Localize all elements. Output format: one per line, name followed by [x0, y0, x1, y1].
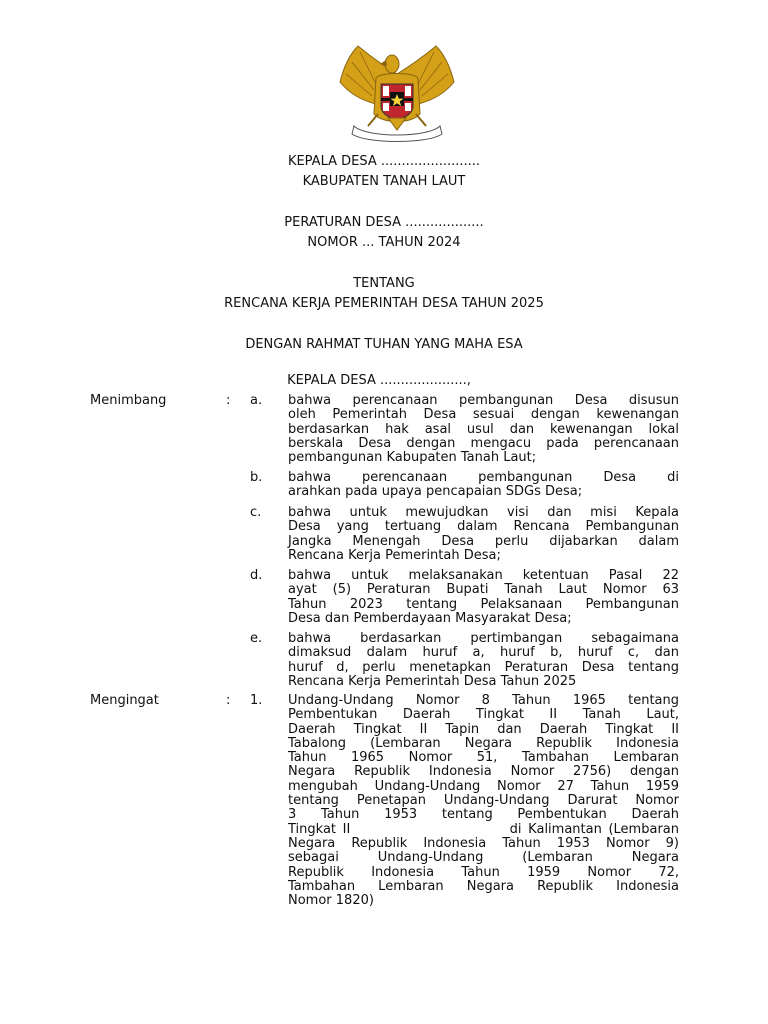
menimbang-label: Menimbang [90, 393, 167, 408]
kepala-desa-declaration: KEPALA DESA ....................., [287, 373, 471, 388]
item-marker: d. [250, 568, 263, 583]
text-line: bahwa berdasarkan pertimbangan sebagaimana [288, 631, 679, 646]
peraturan-desa-heading: PERATURAN DESA ................... [284, 215, 484, 230]
item-text [288, 394, 679, 465]
text-line: Daerah Tingkat II Tapin dan Daerah Tingkat II [288, 721, 679, 737]
text-line: Nomor 1820) [288, 893, 374, 909]
text-line: Undang-Undang Nomor 8 Tahun 1965 tentang [288, 693, 679, 708]
text-line: bahwa perencanaan pembangunan Desa di [288, 470, 679, 485]
item-marker: b. [250, 470, 263, 485]
text-line: berdasarkan hak asal usul dan kewenangan lokal [288, 421, 679, 437]
item-text [288, 632, 679, 689]
text-line: oleh Pemerintah Desa sesuai dengan kewenangan [288, 407, 679, 423]
text-line: Tahun 1965 Nomor 51, Tambahan Lembaran [288, 750, 679, 766]
text-line: tentang Penetapan Undang-Undang Darurat Nomor [288, 793, 679, 809]
text-line: Negara Republik Indonesia Nomor 2756) dengan [288, 764, 679, 780]
garuda-emblem-icon [336, 44, 458, 142]
text-line: sebagai Undang-Undang (Lembaran Negara [288, 850, 679, 866]
text-line: ayat (5) Peraturan Bupati Tanah Laut Nomor 63 [288, 582, 679, 598]
text-line: Tingkat II di Kalimantan (Lembaran [288, 821, 679, 837]
item-text [288, 569, 679, 626]
item-marker: a. [250, 393, 263, 408]
text-line: Tahun 2023 tentang Pelaksanaan Pembangunan [288, 596, 679, 612]
item-text [288, 694, 679, 908]
regulation-title: RENCANA KERJA PEMERINTAH DESA TAHUN 2025 [224, 296, 544, 311]
kabupaten-heading: KABUPATEN TANAH LAUT [302, 174, 466, 189]
text-line: Desa dan Pemberdayaan Masyarakat Desa; [288, 610, 572, 626]
item-text [288, 506, 679, 563]
tentang-heading: TENTANG [353, 276, 415, 291]
text-line: Pembentukan Daerah Tingkat II Tanah Laut, [288, 707, 679, 723]
kepala-desa-heading: KEPALA DESA ........................ [287, 154, 481, 169]
text-line: Negara Republik Indonesia Tahun 1953 Nomor 9) [288, 835, 679, 851]
menimbang-colon: : [226, 393, 231, 408]
text-line: arahkan pada upaya pencapaian SDGs Desa; [288, 484, 583, 500]
text-line: bahwa perencanaan pembangunan Desa disusun [288, 393, 679, 408]
text-line: dimaksud dalam huruf a, huruf b, huruf c, dan [288, 645, 679, 661]
text-line: Rencana Kerja Pemerintah Desa; [288, 547, 501, 563]
text-line: mengubah Undang-Undang Nomor 27 Tahun 1959 [288, 778, 679, 794]
text-line: Republik Indonesia Tahun 1959 Nomor 72, [288, 864, 679, 880]
item-marker: c. [250, 505, 262, 520]
mengingat-colon: : [226, 693, 231, 708]
text-line: Jangka Menengah Desa perlu dijabarkan dalam [288, 533, 679, 549]
text-line: pembangunan Kabupaten Tanah Laut; [288, 450, 537, 466]
text-line: 3 Tahun 1953 tentang Pembentukan Daerah [288, 807, 679, 823]
text-line: Tambahan Lembaran Negara Republik Indonesia [288, 878, 679, 894]
text-line: Rencana Kerja Pemerintah Desa Tahun 2025 [288, 673, 577, 689]
rahmat-heading: DENGAN RAHMAT TUHAN YANG MAHA ESA [245, 337, 523, 352]
text-line: berskala Desa dengan mengacu pada perencanaan [288, 435, 679, 451]
mengingat-label: Mengingat [90, 693, 159, 708]
item-marker: e. [250, 631, 263, 646]
text-line: Tabalong (Lembaran Negara Republik Indonesia [288, 735, 679, 751]
text-line: Desa yang tertuang dalam Rencana Pembangunan [288, 519, 679, 535]
item-marker: 1. [250, 693, 263, 708]
text-line: bahwa untuk melaksanakan ketentuan Pasal 22 [288, 568, 679, 583]
item-text [288, 471, 679, 500]
text-line: huruf d, perlu menetapkan Peraturan Desa tentang [288, 659, 679, 675]
text-line: bahwa untuk mewujudkan visi dan misi Kepala [288, 505, 679, 520]
nomor-tahun-heading: NOMOR ... TAHUN 2024 [307, 235, 461, 250]
